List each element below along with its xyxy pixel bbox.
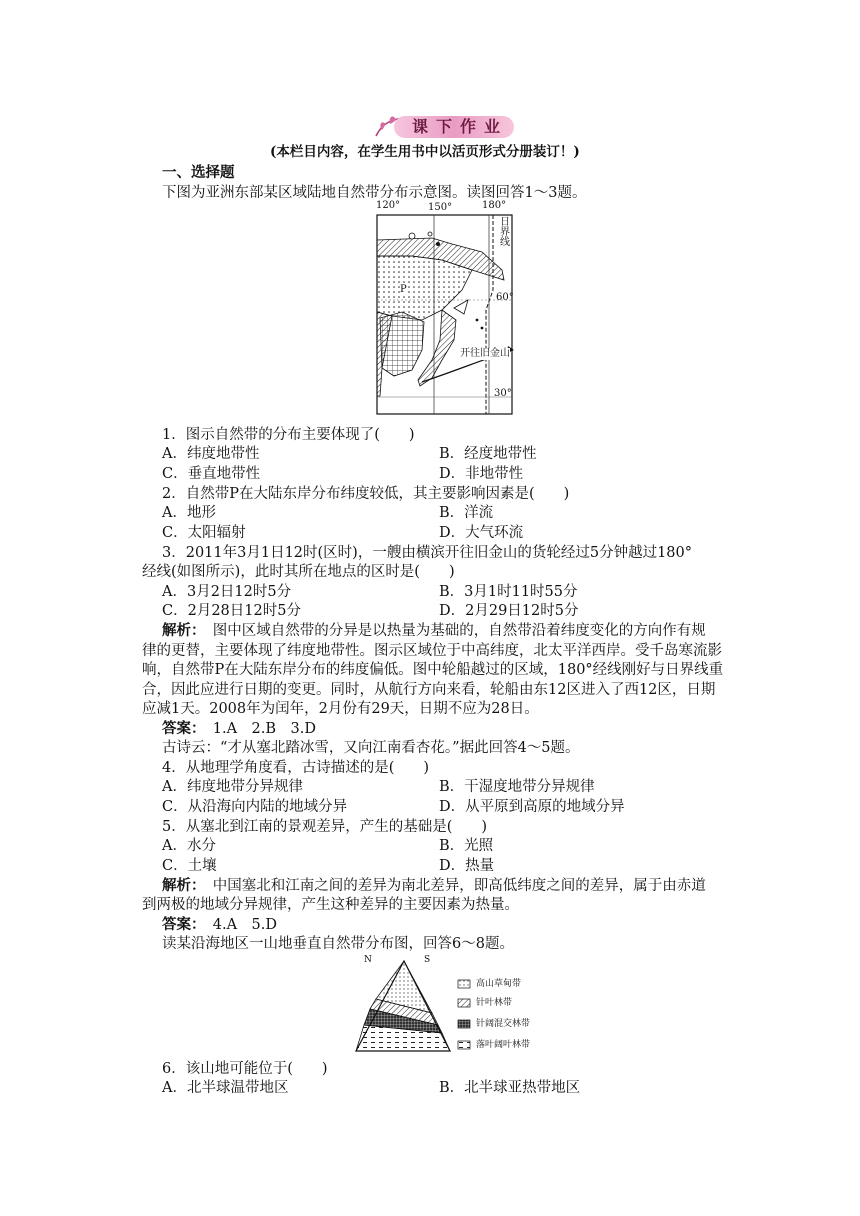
analysis2-line1 <box>162 876 706 896</box>
q2-option-a: A．地形 <box>162 505 216 521</box>
q4-option-b: B．干湿度地带分异规律 <box>439 779 595 795</box>
lon-label-120: 120° <box>376 200 401 211</box>
intro-q6-8: 读某沿海地区一山地垂直自然带分布图，回答6～8题。 <box>162 936 514 952</box>
answer2-label: 答案： <box>162 916 199 933</box>
q6-option-a: A．北半球温带地区 <box>162 1080 289 1096</box>
legend-mixed-forest: 针阔混交林带 <box>476 1019 531 1029</box>
q6-option-b: B．北半球亚热带地区 <box>439 1080 581 1096</box>
q5-option-d: D．热量 <box>439 858 495 874</box>
lon-label-180: 180° <box>482 200 507 211</box>
q1-option-d: D．非地带性 <box>439 466 524 482</box>
analysis1-text1: 图中区域自然带的分异是以热量为基础的，自然带沿着纬度变化的方向作有规 <box>198 623 706 639</box>
section-heading: 一、选择题 <box>162 164 235 181</box>
answer2-text: 4.A 5.D <box>198 917 278 933</box>
answer1 <box>162 719 316 739</box>
q5-option-b: B．光照 <box>439 838 494 854</box>
ship-route-label: 开往旧金山 <box>460 348 510 359</box>
lat-label-30: 30° <box>494 388 512 399</box>
q3-option-b: B．3月1时11时55分 <box>439 584 578 600</box>
analysis1-label: 解析： <box>162 622 199 639</box>
analysis1-line1 <box>162 621 706 641</box>
zone-p-label: P <box>400 284 407 295</box>
q1-option-a: A．纬度地带性 <box>162 446 260 462</box>
q1-option-b: B．经度地带性 <box>439 446 537 462</box>
lon-label-150: 150° <box>428 202 453 213</box>
q3-stem-line2: 经线(如图所示)，此时其所在地点的区时是( ) <box>142 564 455 580</box>
analysis2-label: 解析： <box>162 877 199 894</box>
analysis2-line2: 到两极的地域分异规律，产生这种差异的主要因素为热量。 <box>142 897 519 913</box>
q4-option-c: C．从沿海向内陆的地域分异 <box>162 799 348 815</box>
mountain-vertical-zone-diagram <box>354 955 544 1055</box>
analysis1-line3: 响，自然带P在大陆东岸分布的纬度偏低。图中轮船越过的区域，180°经线刚好与日界线重 <box>142 662 724 678</box>
analysis1-line5: 应减1天。2008年为闰年，2月份有29天，日期不应为28日。 <box>142 701 539 717</box>
q4-option-a: A．纬度地带分异规律 <box>162 779 303 795</box>
east-asia-zone-map <box>372 200 518 416</box>
analysis1-line2: 律的更替，主要体现了纬度地带性。图示区域位于中高纬度，北太平洋西岸。受千岛寒流影 <box>142 643 722 659</box>
north-label: N <box>364 955 372 965</box>
banner-title: 课下作业 <box>412 117 509 136</box>
q5-option-c: C．土壤 <box>162 858 217 874</box>
q5-option-a: A．水分 <box>162 838 216 854</box>
q4-option-d: D．从平原到高原的地域分异 <box>439 799 625 815</box>
q2-stem: 2．自然带P在大陆东岸分布纬度较低，其主要影响因素是( ) <box>162 486 570 502</box>
dateline-label: 日界线 <box>500 217 510 248</box>
q2-option-b: B．洋流 <box>439 505 494 521</box>
analysis1-line4: 合，因此应进行日期的变更。同时，从航行方向来看，轮船由东12区进入了西12区，日期 <box>142 682 716 698</box>
q4-stem: 4．从地理学角度看，古诗描述的是( ) <box>162 760 430 776</box>
q3-option-d: D．2月29日12时5分 <box>439 603 579 619</box>
q6-stem: 6．该山地可能位于( ) <box>162 1061 328 1077</box>
legend-alpine-meadow: 高山草甸带 <box>476 979 522 989</box>
legend-coniferous: 针叶林带 <box>476 998 513 1008</box>
q1-option-c: C．垂直地带性 <box>162 466 261 482</box>
intro-q1-3: 下图为亚洲东部某区域陆地自然带分布示意图。读图回答1～3题。 <box>162 185 587 201</box>
analysis2-text1: 中国塞北和江南之间的差异为南北差异，即高低纬度之间的差异，属于由赤道 <box>198 878 706 894</box>
q2-option-d: D．大气环流 <box>439 525 524 541</box>
q3-option-a: A．3月2日12时5分 <box>162 584 292 600</box>
legend-deciduous: 落叶阔叶林带 <box>476 1040 531 1050</box>
q2-option-c: C．太阳辐射 <box>162 525 246 541</box>
answer1-label: 答案： <box>162 720 199 737</box>
binding-note: (本栏目内容，在学生用书中以活页形式分册装订！) <box>270 144 580 160</box>
q5-stem: 5．从塞北到江南的景观差异，产生的基础是( ) <box>162 819 488 835</box>
answer1-text: 1.A 2.B 3.D <box>198 721 317 737</box>
q3-stem-line1: 3．2011年3月1日12时(区时)，一艘由横滨开往旧金山的货轮经过5分钟越过180° <box>162 545 692 561</box>
q1-stem: 1．图示自然带的分布主要体现了( ) <box>162 427 415 443</box>
south-label: S <box>424 955 431 965</box>
q3-option-c: C．2月28日12时5分 <box>162 603 301 619</box>
answer2 <box>162 915 277 935</box>
lat-label-60: 60° <box>496 292 514 303</box>
intro-q4-5: 古诗云：“才从塞北踏冰雪，又向江南看杏花。”据此回答4～5题。 <box>162 740 580 756</box>
section-banner <box>372 110 522 142</box>
